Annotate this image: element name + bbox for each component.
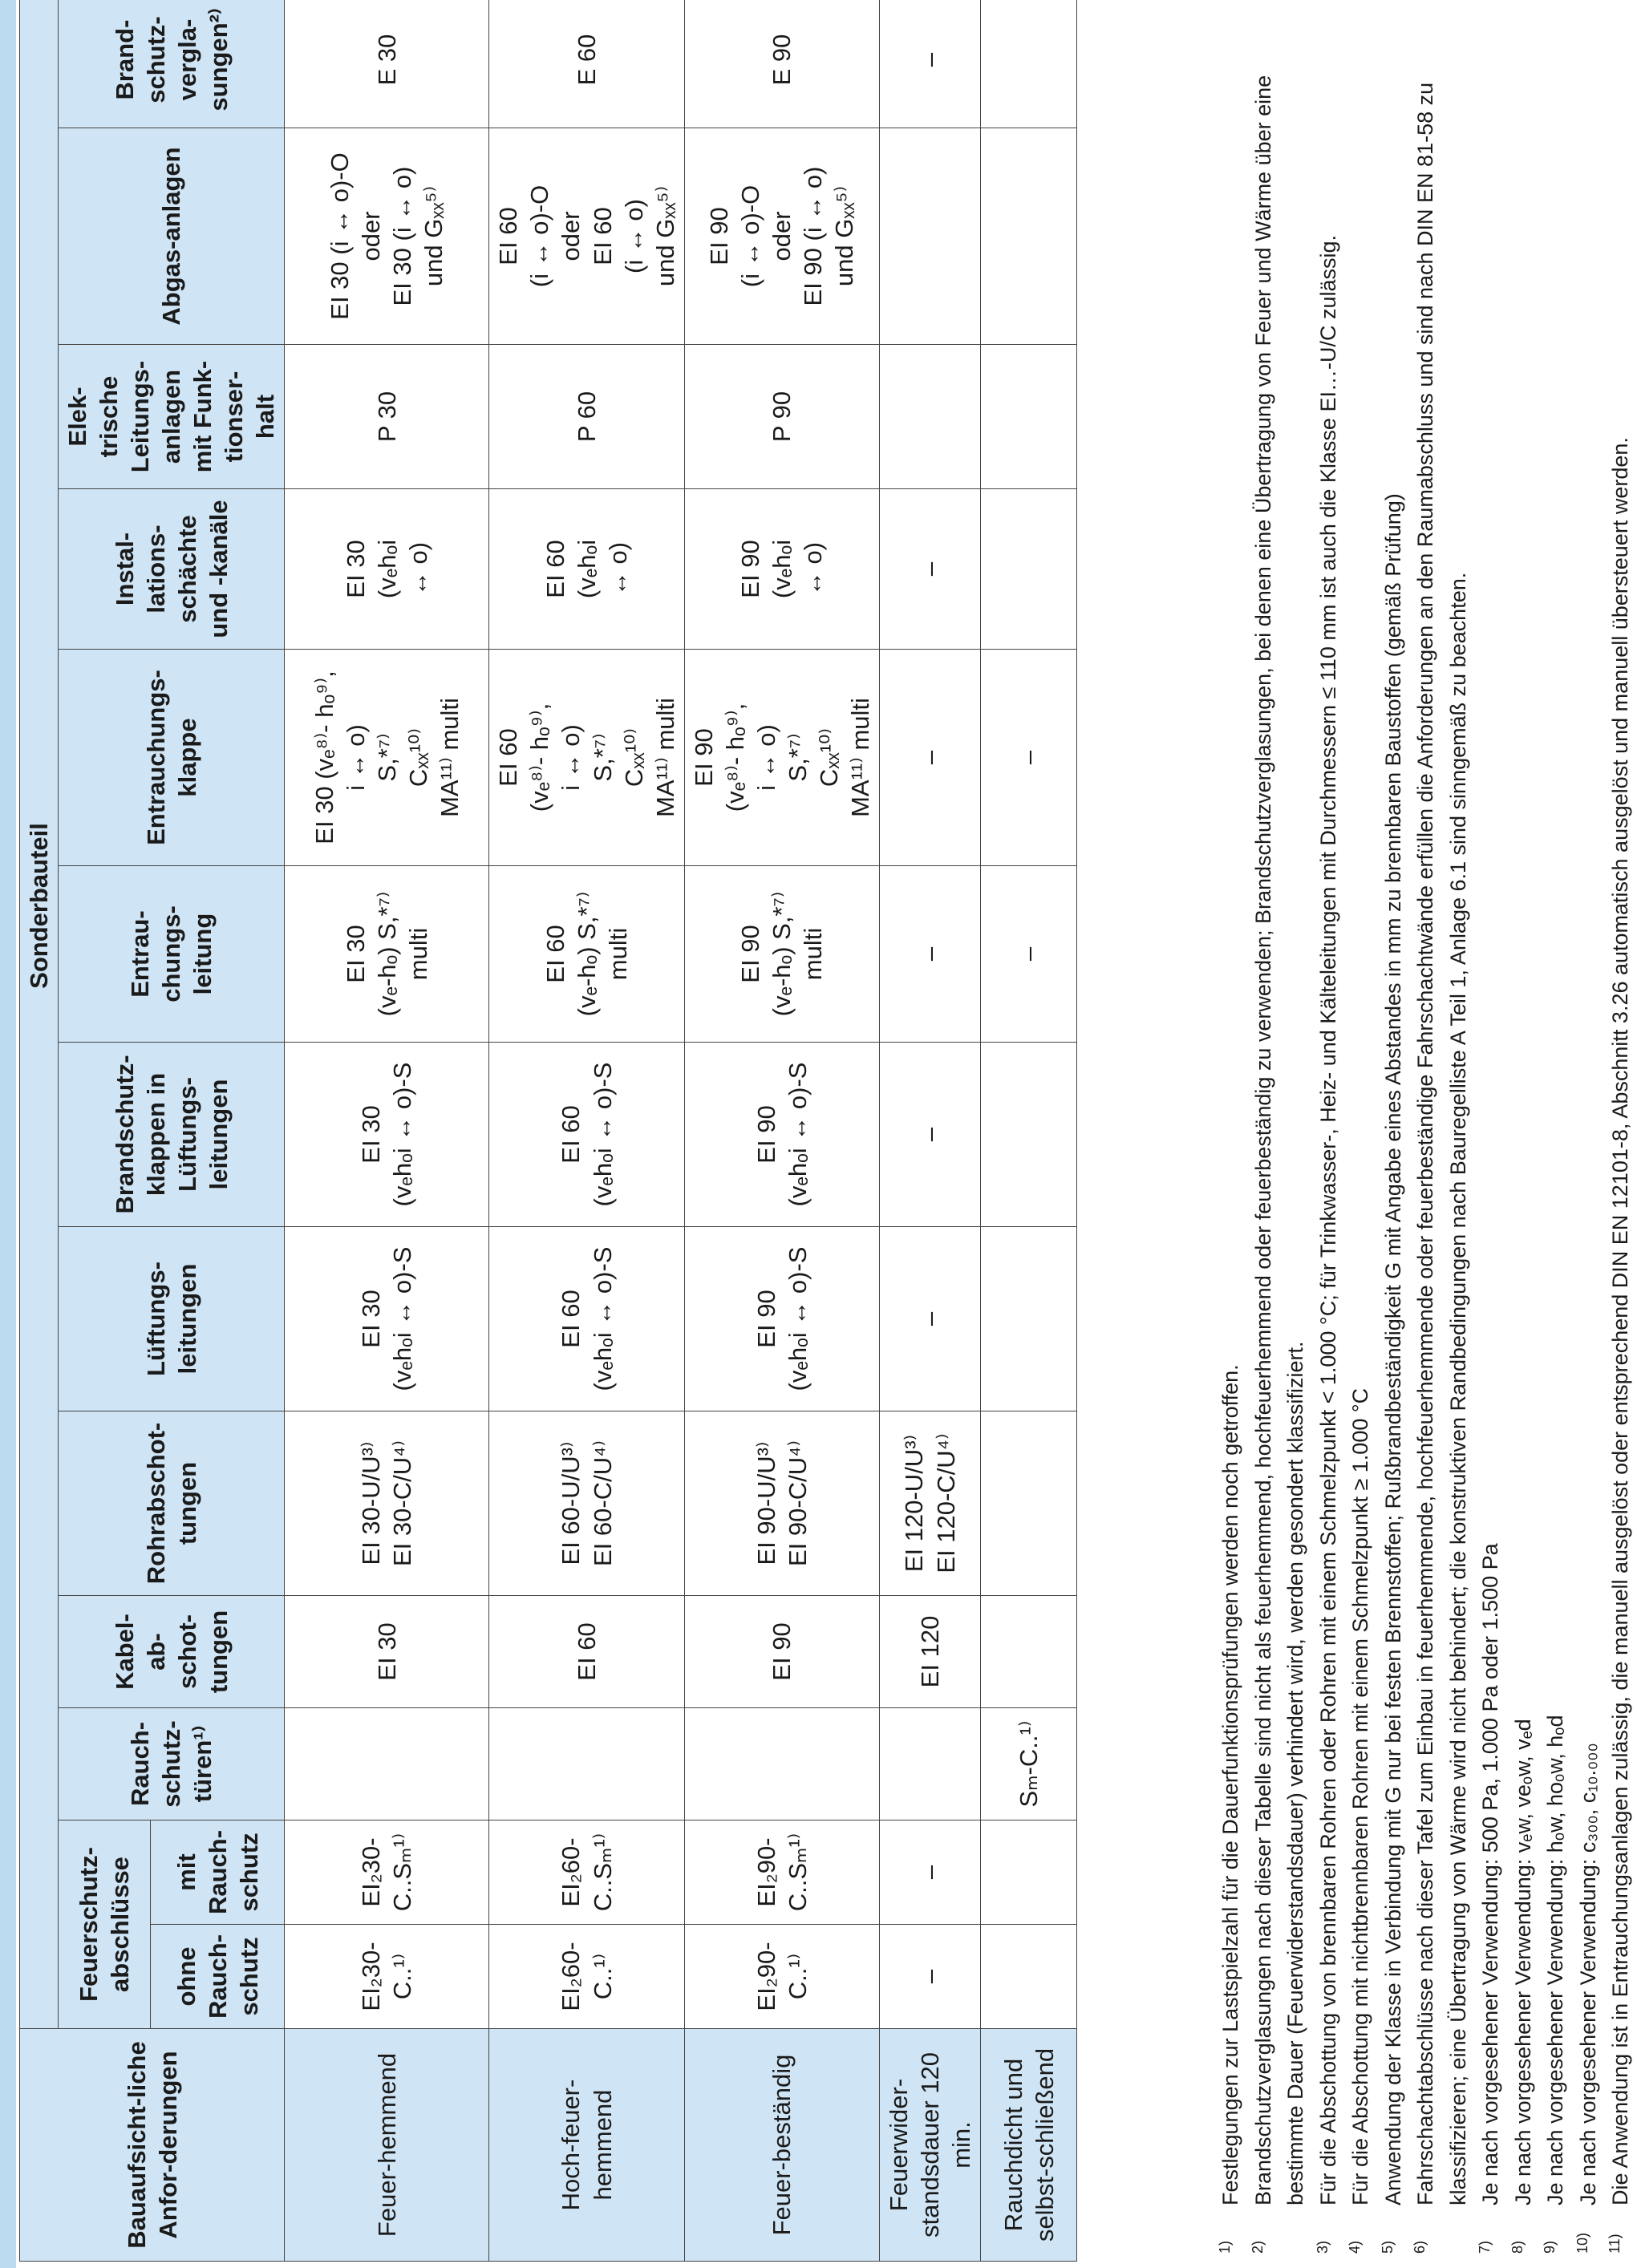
- footnote: [1604, 16, 1637, 2254]
- footnote-number: 10): [1574, 2232, 1590, 2254]
- cell-line: EI 90: [689, 728, 718, 787]
- table-cell: [285, 489, 489, 650]
- footnotes: [1214, 16, 1637, 2254]
- column-header: Elek-trische Leitungs-anlagen mit Funk-tionser-halt: [59, 345, 285, 489]
- table-cell: [879, 0, 980, 128]
- table-cell: [285, 1411, 489, 1596]
- cell-line: Cₓₓ¹⁰⁾: [619, 727, 648, 788]
- cell-line: ↔ o): [799, 541, 828, 597]
- footnote-number: 3): [1314, 2240, 1331, 2254]
- table-cell: [489, 650, 684, 866]
- table-cell: [981, 1596, 1077, 1708]
- table-cell: [981, 0, 1077, 128]
- table-cell: [285, 0, 489, 128]
- cell-line: multi: [799, 927, 828, 981]
- cell-line: EI 60: [557, 1105, 586, 1164]
- cell-line: (i ↔ o): [619, 199, 648, 273]
- cell-line: EI 30: [372, 1622, 401, 1681]
- table-cell: [981, 128, 1077, 345]
- cell-line: EI 90-C/U⁴⁾: [783, 1440, 812, 1567]
- cell-line: –: [1015, 750, 1043, 765]
- cell-line: oder: [768, 211, 796, 261]
- header-row-group: [20, 0, 59, 2262]
- footnote-number: 4): [1347, 2240, 1363, 2254]
- table-cell: [684, 489, 879, 650]
- footnote-number: 8): [1509, 2240, 1526, 2254]
- table-cell: [684, 0, 879, 128]
- cell-line: multi: [403, 927, 432, 981]
- footnote-text: Anwendung der Klasse in Verbindung mit G nur bei festen Brennstoffen; Rußbrandbeständigkeit G mit Angabe eines Abstandes in mm zu brennbaren Baustoffen (gemäß Prüfung): [1380, 493, 1405, 2205]
- cell-line: –: [915, 561, 944, 577]
- cell-line: S,*⁷⁾: [588, 733, 617, 782]
- cell-line: EI 30 (i ↔ o)-O: [326, 152, 355, 320]
- table-cell: [684, 128, 879, 345]
- group-header: Sonderbauteil: [20, 0, 59, 2029]
- header-row-columns: [59, 0, 151, 2262]
- cell-line: EI 60-U/U³⁾: [557, 1441, 586, 1565]
- cell-line: (vₑ⁸⁾- hₒ⁹⁾,: [525, 703, 554, 812]
- table-cell: [981, 866, 1077, 1043]
- row-header: Feuerwider-standsdauer 120 min.: [879, 2029, 980, 2262]
- column-header: Feuerschutz-abschlüsse: [59, 1820, 151, 2029]
- column-header: Abgas-anlagen: [59, 128, 285, 345]
- cell-line: C..Sₘ¹⁾: [388, 1833, 417, 1912]
- footnote-number: 11): [1607, 2234, 1623, 2254]
- table-cell: [879, 1043, 980, 1227]
- cell-line: –: [915, 1865, 944, 1880]
- table-row: [684, 0, 879, 2262]
- footnote: [1312, 16, 1345, 2254]
- column-header: Entrau-chungs-leitung: [59, 866, 285, 1043]
- table-cell: [981, 1925, 1077, 2029]
- footnote-text: Je nach vorgesehener Verwendung: vₑw, veₒw, vₑd: [1510, 1719, 1535, 2205]
- cell-line: C..¹⁾: [588, 1953, 617, 2000]
- table-cell: [285, 1227, 489, 1411]
- footnote-text: Brandschutzverglasungen nach dieser Tabelle sind nicht als feuerhemmend, hochfeuerhemmend oder feuerbeständig zu verwenden; Brandschutzverglasungen, bei denen eine Übertragung von Feuer und Wärme über eine bestimmte Dauer (Feuerwiderstandsdauer) verhindert wird, werden gesondert klassifiziert.: [1250, 75, 1307, 2205]
- cell-line: (vₑhₒi ↔ o)-S: [588, 1062, 617, 1207]
- cell-line: (vₑhₒi ↔ o)-S: [388, 1062, 417, 1207]
- top-accent-stripe: [0, 0, 16, 2268]
- cell-line: (vₑ-hₒ) S,*⁷⁾: [372, 891, 401, 1017]
- column-header: Lüftungs-leitungen: [59, 1227, 285, 1411]
- cell-line: –: [915, 1969, 944, 1984]
- footnote-text: Je nach vorgesehener Verwendung: hₒw, hoₒw, hₒd: [1543, 1715, 1567, 2205]
- table-cell: [285, 650, 489, 866]
- cell-line: (vₑ-hₒ) S,*⁷⁾: [572, 891, 601, 1017]
- column-header: Kabel-ab-schot-tungen: [59, 1596, 285, 1708]
- cell-line: EI 60: [557, 1290, 586, 1348]
- footnote-text: Für die Abschottung von brennbaren Rohren oder Rohren mit einem Schmelzpunkt < 1.000 °C; für Trinkwasser-, Heiz- und Kälteleitungen mit Durchmessern ≤ 110 mm ist auch die Klasse EI…-U/C zulässig.: [1315, 235, 1340, 2205]
- cell-line: Cₓₓ¹⁰⁾: [814, 727, 843, 788]
- table-cell: [879, 866, 980, 1043]
- table-cell: [981, 1043, 1077, 1227]
- cell-line: EI 90-U/U³⁾: [752, 1441, 780, 1565]
- cell-line: (vₑhₒi ↔ o)-S: [783, 1246, 812, 1391]
- footnote-number: 7): [1477, 2240, 1493, 2254]
- cell-line: i ↔ o): [557, 724, 586, 791]
- table-cell: [981, 345, 1077, 489]
- cell-line: EI 30 (i ↔ o): [388, 166, 417, 306]
- cell-line: MA¹¹⁾ multi: [435, 698, 464, 817]
- cell-line: EI 120: [915, 1615, 944, 1688]
- table-cell: [981, 1227, 1077, 1411]
- cell-line: EI 120-C/U⁴⁾: [931, 1433, 960, 1573]
- table-cell: [285, 1708, 489, 1820]
- fire-classification-table: [19, 0, 1077, 2262]
- sub-column-header: mit Rauch-schutz: [151, 1820, 285, 1925]
- table-cell: [684, 650, 879, 866]
- cell-line: EI 90: [705, 207, 734, 265]
- cell-line: EI 30: [357, 1290, 386, 1348]
- table-cell: [489, 489, 684, 650]
- table-row: [285, 0, 489, 2262]
- cell-line: (vₑhₒi: [572, 539, 601, 599]
- footnote: [1474, 16, 1507, 2254]
- cell-line: EI₂90-: [752, 1837, 780, 1907]
- cell-line: EI 60: [494, 728, 523, 787]
- cell-line: EI 120-U/U³⁾: [900, 1434, 929, 1573]
- column-header: Rohrabschot-tungen: [59, 1411, 285, 1596]
- table-cell: [879, 128, 980, 345]
- footnote: [1409, 16, 1474, 2254]
- cell-line: (vₑhₒi ↔ o)-S: [588, 1246, 617, 1391]
- row-header: Hoch-feuer-hemmend: [489, 2029, 684, 2262]
- table-cell: [489, 866, 684, 1043]
- table-cell: [879, 1820, 980, 1925]
- footnote: [1344, 16, 1377, 2254]
- cell-line: E 30: [372, 34, 401, 86]
- table-cell: [684, 866, 879, 1043]
- cell-line: MA¹¹⁾ multi: [845, 698, 874, 817]
- cell-line: oder: [557, 211, 586, 261]
- cell-line: EI 90: [752, 1290, 780, 1348]
- cell-line: EI 60-C/U⁴⁾: [588, 1440, 617, 1567]
- cell-line: EI 90: [736, 540, 765, 598]
- column-header: Entrauchungs-klappe: [59, 650, 285, 866]
- table-cell: [879, 1227, 980, 1411]
- table-cell: [684, 1043, 879, 1227]
- row-header: Feuer-beständig: [684, 2029, 879, 2262]
- cell-line: EI₂90-: [752, 1942, 780, 2011]
- footnote-number: 1): [1217, 2240, 1233, 2254]
- cell-line: E 90: [768, 34, 796, 86]
- cell-line: EI 60: [588, 207, 617, 265]
- table-cell: [684, 1596, 879, 1708]
- table-cell: [489, 1708, 684, 1820]
- cell-line: EI₂60-: [557, 1837, 586, 1907]
- table-cell: [285, 866, 489, 1043]
- table-cell: [285, 1925, 489, 2029]
- table-cell: [489, 1227, 684, 1411]
- cell-line: –: [1015, 946, 1043, 962]
- table-cell: [981, 1411, 1077, 1596]
- cell-line: i ↔ o): [752, 724, 780, 791]
- cell-line: P 30: [372, 391, 401, 443]
- table-cell: [981, 650, 1077, 866]
- table-cell: [879, 1925, 980, 2029]
- cell-line: (vₑhₒi: [372, 539, 401, 599]
- cell-line: E 60: [572, 34, 601, 86]
- cell-line: EI 30-U/U³⁾: [357, 1441, 386, 1565]
- footnote-text: Fahrschachtabschlüsse nach dieser Tafel zum Einbau in feuerhemmende, hochfeuerhemmende oder feuerbeständige Fahrschachtwände erfüllen die Anforderungen an den Raumabschluss und sind nach DIN EN 81-58 zu klassifizieren; eine Übertragung von Wärme wird nicht behindert; die konstruktiven Randbedingungen nach Bauregelliste A Teil 1, Anlage 6.1 sind sinngemäß zu beachten.: [1413, 82, 1470, 2205]
- footnote-text: Je nach vorgesehener Verwendung: 500 Pa, 1.000 Pa oder 1.500 Pa: [1478, 1543, 1502, 2205]
- cell-line: (vₑ⁸⁾- hₒ⁹⁾,: [720, 703, 749, 812]
- footnote: [1377, 16, 1410, 2254]
- cell-line: –: [915, 52, 944, 67]
- cell-line: EI 30: [341, 540, 370, 598]
- table-cell: [684, 345, 879, 489]
- table-cell: [285, 1043, 489, 1227]
- table-cell: [489, 1820, 684, 1925]
- column-header: Rauch-schutz-türen¹⁾: [59, 1708, 285, 1820]
- cell-line: EI 30-C/U⁴⁾: [388, 1440, 417, 1567]
- cell-line: EI 30: [341, 925, 370, 983]
- cell-line: oder: [357, 211, 386, 261]
- cell-line: und Gₓₓ⁵⁾: [830, 185, 859, 287]
- cell-line: C..¹⁾: [783, 1953, 812, 2000]
- footnote-text: Für die Abschottung mit nichtbrennbaren Rohren mit einem Schmelzpunkt ≥ 1.000 °C: [1348, 1387, 1372, 2205]
- table-cell: [879, 1596, 980, 1708]
- footnote: [1247, 16, 1312, 2254]
- footnote-number: 2): [1249, 2240, 1266, 2254]
- cell-line: –: [915, 750, 944, 765]
- table-cell: [285, 1596, 489, 1708]
- cell-line: MA¹¹⁾ multi: [650, 698, 679, 817]
- cell-line: (vₑhₒi ↔ o)-S: [783, 1062, 812, 1207]
- cell-line: EI 60: [494, 207, 523, 265]
- cell-line: EI 90: [752, 1105, 780, 1164]
- table-cell: [879, 1708, 980, 1820]
- cell-line: P 60: [572, 391, 601, 443]
- cell-line: (i ↔ o)-O: [736, 184, 765, 288]
- cell-line: S,*⁷⁾: [783, 733, 812, 782]
- cell-line: EI₂60-: [557, 1942, 586, 2011]
- cell-line: und Gₓₓ⁵⁾: [650, 185, 679, 287]
- table-cell: [684, 1227, 879, 1411]
- cell-line: EI 60: [541, 540, 569, 598]
- cell-line: Sₘ-C..¹⁾: [1015, 1720, 1043, 1808]
- cell-line: EI 60: [541, 925, 569, 983]
- cell-line: C..¹⁾: [388, 1953, 417, 2000]
- table-cell: [489, 128, 684, 345]
- footnote-text: Je nach vorgesehener Verwendung: c₃₀₀, c₁₀.₀₀₀: [1575, 1743, 1600, 2205]
- column-header: Instal-lations-schächte und -kanäle: [59, 489, 285, 650]
- footnote: [1539, 16, 1572, 2254]
- table-cell: [489, 1596, 684, 1708]
- table-row: [879, 0, 980, 2262]
- cell-line: EI 90 (i ↔ o): [799, 166, 828, 306]
- table-cell: [285, 345, 489, 489]
- cell-line: EI₂30-: [357, 1942, 386, 2011]
- table-cell: [489, 0, 684, 128]
- table-cell: [981, 1708, 1077, 1820]
- corner-header: Bauaufsicht-liche Anfor-derungen: [20, 2029, 285, 2262]
- table-cell: [879, 345, 980, 489]
- cell-line: i ↔ o): [341, 724, 370, 791]
- cell-line: EI 60: [572, 1622, 601, 1681]
- row-header: Feuer-hemmend: [285, 2029, 489, 2262]
- table-cell: [489, 1043, 684, 1227]
- footnote-number: 6): [1412, 2240, 1428, 2254]
- cell-line: EI 90: [736, 925, 765, 983]
- cell-line: –: [915, 1311, 944, 1326]
- cell-line: ↔ o): [604, 541, 633, 597]
- table-row: [489, 0, 684, 2262]
- cell-line: –: [915, 946, 944, 962]
- cell-line: ↔ o): [403, 541, 432, 597]
- column-header: Brand-schutz-vergla-sungen²⁾: [59, 0, 285, 128]
- footnote-number: 9): [1542, 2240, 1558, 2254]
- table-cell: [285, 1820, 489, 1925]
- footnote-text: Festlegungen zur Lastspielzahl für die Dauerfunktionsprüfungen werden noch getroffen.: [1218, 1364, 1242, 2205]
- table-cell: [684, 1820, 879, 1925]
- table-row: [981, 0, 1077, 2262]
- table-cell: [489, 345, 684, 489]
- cell-line: C..Sₘ¹⁾: [783, 1833, 812, 1912]
- table-cell: [981, 1820, 1077, 1925]
- cell-line: EI 30 (vₑ⁸⁾- hₒ⁹⁾,: [310, 670, 338, 844]
- cell-line: C..Sₘ¹⁾: [588, 1833, 617, 1912]
- cell-line: EI 90: [768, 1622, 796, 1681]
- cell-line: (i ↔ o)-O: [525, 184, 554, 288]
- cell-line: und Gₓₓ⁵⁾: [419, 185, 448, 287]
- table-cell: [489, 1411, 684, 1596]
- cell-line: S,*⁷⁾: [372, 733, 401, 782]
- cell-line: Cₓₓ¹⁰⁾: [403, 727, 432, 788]
- table-cell: [285, 128, 489, 345]
- footnote-number: 5): [1379, 2240, 1396, 2254]
- cell-line: (vₑhₒi: [768, 539, 796, 599]
- cell-line: (vₑ-hₒ) S,*⁷⁾: [768, 891, 796, 1017]
- footnote-text: Die Anwendung ist in Entrauchungsanlagen zulässig, die manuell ausgelöst oder entsprechend DIN EN 12101-8, Abschnitt 3.26 automatisch ausgelöst und manuell übersteuert werden.: [1608, 437, 1632, 2205]
- table-cell: [684, 1708, 879, 1820]
- row-header: Rauchdicht und selbst-schließend: [981, 2029, 1077, 2262]
- cell-line: EI 30: [357, 1105, 386, 1164]
- cell-line: –: [915, 1127, 944, 1142]
- table-cell: [879, 489, 980, 650]
- footnote: [1572, 16, 1605, 2254]
- table-cell: [684, 1411, 879, 1596]
- cell-line: multi: [604, 927, 633, 981]
- table-cell: [879, 1411, 980, 1596]
- column-header: Brandschutz-klappen in Lüftungs-leitungen: [59, 1043, 285, 1227]
- table-cell: [981, 489, 1077, 650]
- cell-line: EI₂30-: [357, 1837, 386, 1907]
- footnote: [1507, 16, 1540, 2254]
- footnote: [1214, 16, 1247, 2254]
- cell-line: P 90: [768, 391, 796, 443]
- sub-column-header: ohne Rauch-schutz: [151, 1925, 285, 2029]
- table-cell: [684, 1925, 879, 2029]
- cell-line: (vₑhₒi ↔ o)-S: [388, 1246, 417, 1391]
- table-cell: [489, 1925, 684, 2029]
- table-cell: [879, 650, 980, 866]
